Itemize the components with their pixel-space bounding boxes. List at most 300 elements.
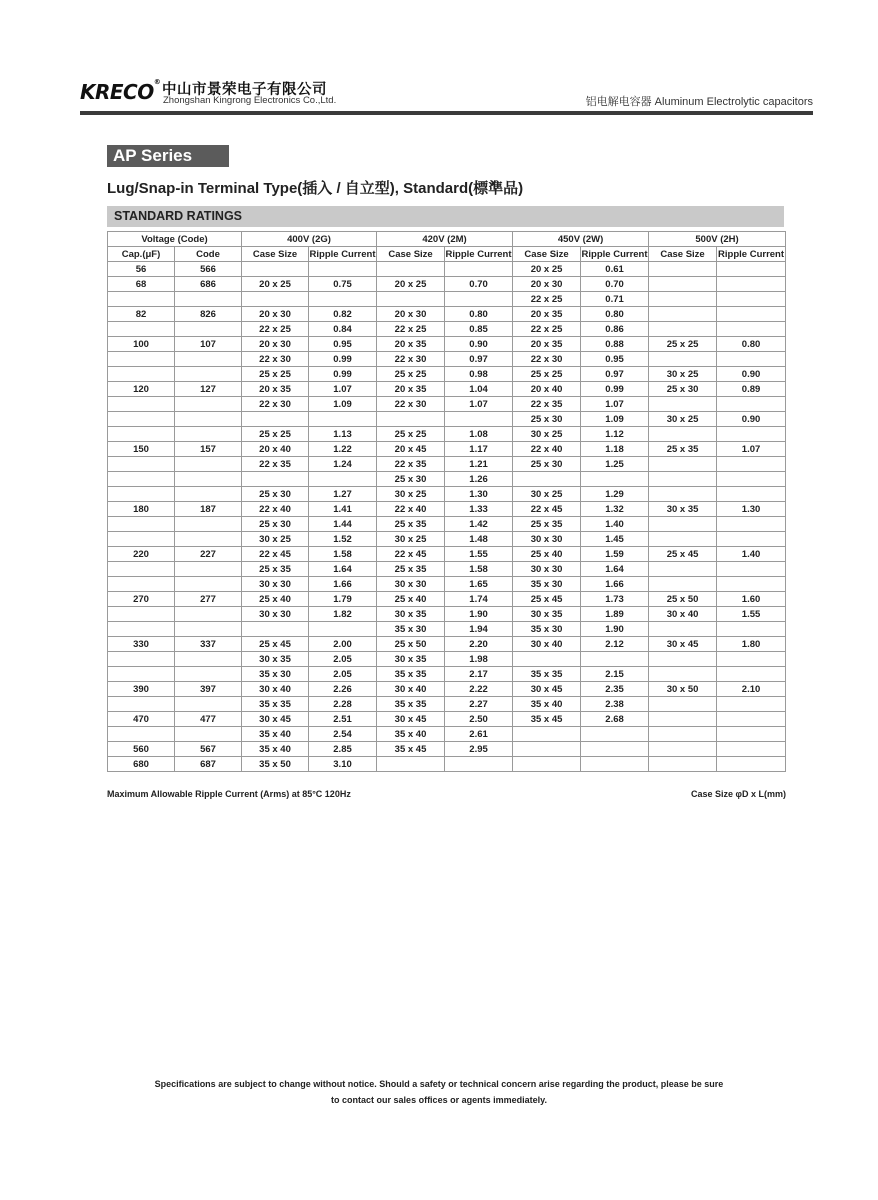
ripple-cell: 1.17 — [445, 442, 513, 457]
case-size-cell — [649, 322, 717, 337]
ripple-cell: 0.70 — [581, 277, 649, 292]
table-row — [108, 547, 786, 562]
ripple-cell — [445, 262, 513, 277]
case-size-cell: 20 x 35 — [377, 382, 445, 397]
code-cell: 826 — [175, 307, 242, 322]
table-row — [108, 472, 786, 487]
table-row — [108, 727, 786, 742]
ripple-cell: 2.20 — [445, 637, 513, 652]
cap-cell — [108, 472, 175, 487]
ripple-cell: 0.85 — [445, 322, 513, 337]
table-row — [108, 322, 786, 337]
code-cell: 187 — [175, 502, 242, 517]
ripple-cell: 0.80 — [445, 307, 513, 322]
case-size-cell — [649, 667, 717, 682]
cap-cell: 330 — [108, 637, 175, 652]
code-cell — [175, 427, 242, 442]
code-cell: 107 — [175, 337, 242, 352]
ripple-cell — [717, 532, 786, 547]
table-row — [108, 442, 786, 457]
case-size-cell: 22 x 30 — [242, 352, 309, 367]
cap-cell — [108, 607, 175, 622]
case-size-cell: 25 x 45 — [513, 592, 581, 607]
case-size-cell: 30 x 35 — [377, 607, 445, 622]
table-row — [108, 637, 786, 652]
ripple-cell — [717, 697, 786, 712]
ripple-cell: 2.28 — [309, 697, 377, 712]
code-cell — [175, 562, 242, 577]
table-row — [108, 532, 786, 547]
case-size-cell: 25 x 45 — [242, 637, 309, 652]
case-size-cell: 30 x 30 — [242, 577, 309, 592]
case-size-cell — [649, 487, 717, 502]
ripple-cell: 1.45 — [581, 532, 649, 547]
ripple-cell: 1.40 — [717, 547, 786, 562]
code-cell — [175, 532, 242, 547]
table-row — [108, 667, 786, 682]
case-size-cell — [649, 532, 717, 547]
case-size-cell — [649, 727, 717, 742]
ripple-cell: 2.50 — [445, 712, 513, 727]
case-size-cell: 20 x 45 — [377, 442, 445, 457]
code-cell — [175, 457, 242, 472]
section-title: STANDARD RATINGS — [107, 206, 784, 227]
case-size-cell — [649, 517, 717, 532]
case-size-cell: 22 x 30 — [377, 352, 445, 367]
case-size-cell: 30 x 40 — [377, 682, 445, 697]
column-header-row — [108, 247, 786, 262]
case-size-cell: 30 x 45 — [242, 712, 309, 727]
case-size-cell: 35 x 40 — [377, 727, 445, 742]
cap-cell: 82 — [108, 307, 175, 322]
ripple-cell: 2.68 — [581, 712, 649, 727]
voltage-code-header: Voltage (Code) — [108, 232, 242, 247]
ripple-cell: 1.07 — [445, 397, 513, 412]
table-row — [108, 457, 786, 472]
case-size-cell: 30 x 25 — [377, 532, 445, 547]
ripple-cell: 2.22 — [445, 682, 513, 697]
ripple-cell — [717, 472, 786, 487]
ripple-cell: 0.70 — [445, 277, 513, 292]
ripple-cell: 2.17 — [445, 667, 513, 682]
code-cell — [175, 727, 242, 742]
ripple-cell — [309, 262, 377, 277]
case-size-cell: 25 x 50 — [649, 592, 717, 607]
case-size-cell: 35 x 45 — [513, 712, 581, 727]
case-size-cell: 20 x 40 — [242, 442, 309, 457]
ripple-cell: 2.95 — [445, 742, 513, 757]
case-size-cell: 35 x 40 — [242, 727, 309, 742]
ripple-cell: 1.94 — [445, 622, 513, 637]
ripple-cell: 2.12 — [581, 637, 649, 652]
footer-line: Specifications are subject to change without notice. Should a safety or technical concern arise regarding the product, please be sure — [154, 1079, 724, 1089]
cap-cell: 560 — [108, 742, 175, 757]
ripple-cell: 1.64 — [581, 562, 649, 577]
code-cell — [175, 487, 242, 502]
ripple-cell: 1.04 — [445, 382, 513, 397]
ripple-cell: 1.07 — [309, 382, 377, 397]
case-size-cell: 20 x 30 — [377, 307, 445, 322]
case-size-cell: 30 x 30 — [377, 577, 445, 592]
case-size-cell: 22 x 25 — [513, 292, 581, 307]
ripple-cell: 1.29 — [581, 487, 649, 502]
ripple-cell: 1.48 — [445, 532, 513, 547]
ripple-cell: 0.86 — [581, 322, 649, 337]
ripple-cell: 1.55 — [445, 547, 513, 562]
code-cell — [175, 352, 242, 367]
case-size-cell — [513, 757, 581, 772]
ripple-cell: 1.65 — [445, 577, 513, 592]
table-row — [108, 712, 786, 727]
case-size-cell: 30 x 40 — [242, 682, 309, 697]
case-size-note: Case Size φD x L(mm) — [691, 789, 786, 799]
ripple-cell: 2.00 — [309, 637, 377, 652]
ripple-cell — [309, 412, 377, 427]
table-row — [108, 682, 786, 697]
ripple-cell: 2.05 — [309, 667, 377, 682]
case-size-cell — [649, 712, 717, 727]
ripple-cell: 1.07 — [717, 442, 786, 457]
cap-cell — [108, 412, 175, 427]
case-size-cell: 22 x 35 — [513, 397, 581, 412]
ripple-cell: 0.99 — [581, 382, 649, 397]
voltage-header: 400V (2G) — [242, 232, 377, 247]
case-size-cell — [649, 562, 717, 577]
case-size-cell: 20 x 30 — [242, 337, 309, 352]
table-row — [108, 277, 786, 292]
case-size-cell: 22 x 25 — [513, 322, 581, 337]
ripple-cell: 1.22 — [309, 442, 377, 457]
case-size-cell — [649, 742, 717, 757]
ripple-cell — [581, 727, 649, 742]
code-cell: 337 — [175, 637, 242, 652]
ripple-cell: 1.74 — [445, 592, 513, 607]
case-size-header: Case Size — [377, 247, 445, 262]
ripple-cell: 2.54 — [309, 727, 377, 742]
cap-cell — [108, 577, 175, 592]
cap-cell: 270 — [108, 592, 175, 607]
case-size-cell: 20 x 25 — [377, 277, 445, 292]
case-size-cell: 35 x 40 — [242, 742, 309, 757]
case-size-cell: 22 x 45 — [242, 547, 309, 562]
footer-line: to contact our sales offices or agents immediately. — [331, 1095, 547, 1105]
cap-cell — [108, 622, 175, 637]
case-size-cell: 30 x 30 — [513, 562, 581, 577]
table-row — [108, 577, 786, 592]
cap-cell — [108, 562, 175, 577]
ripple-cell: 0.71 — [581, 292, 649, 307]
ripple-cell: 1.07 — [581, 397, 649, 412]
case-size-cell: 35 x 35 — [377, 667, 445, 682]
ripple-cell: 1.66 — [309, 577, 377, 592]
ripple-cell: 1.89 — [581, 607, 649, 622]
ripple-cell: 1.58 — [309, 547, 377, 562]
ripple-cell: 2.26 — [309, 682, 377, 697]
case-size-cell — [513, 472, 581, 487]
case-size-cell: 30 x 35 — [649, 502, 717, 517]
table-row — [108, 502, 786, 517]
code-cell: 157 — [175, 442, 242, 457]
code-cell — [175, 652, 242, 667]
ripple-cell: 1.55 — [717, 607, 786, 622]
case-size-cell — [242, 292, 309, 307]
case-size-cell — [377, 262, 445, 277]
table-row — [108, 607, 786, 622]
code-cell — [175, 622, 242, 637]
ripple-cell: 1.73 — [581, 592, 649, 607]
case-size-cell: 22 x 40 — [242, 502, 309, 517]
ripple-cell: 0.97 — [581, 367, 649, 382]
ripple-cell: 1.64 — [309, 562, 377, 577]
code-cell: 687 — [175, 757, 242, 772]
table-row — [108, 757, 786, 772]
ripple-cell: 0.84 — [309, 322, 377, 337]
case-size-cell: 25 x 45 — [649, 547, 717, 562]
case-size-cell: 22 x 30 — [513, 352, 581, 367]
case-size-cell: 20 x 35 — [242, 382, 309, 397]
case-size-cell — [649, 472, 717, 487]
ripple-cell: 1.18 — [581, 442, 649, 457]
ripple-cell — [717, 292, 786, 307]
table-row — [108, 652, 786, 667]
cap-cell — [108, 652, 175, 667]
cap-cell — [108, 367, 175, 382]
ripple-cell: 0.98 — [445, 367, 513, 382]
case-size-cell: 20 x 35 — [513, 307, 581, 322]
case-size-header: Case Size — [649, 247, 717, 262]
cap-cell — [108, 352, 175, 367]
case-size-cell: 30 x 30 — [513, 532, 581, 547]
case-size-cell: 22 x 35 — [377, 457, 445, 472]
ripple-cell: 1.41 — [309, 502, 377, 517]
ripple-cell: 1.08 — [445, 427, 513, 442]
case-size-cell: 30 x 25 — [513, 487, 581, 502]
case-size-cell: 35 x 45 — [377, 742, 445, 757]
ripple-cell: 2.27 — [445, 697, 513, 712]
ripple-cell: 1.59 — [581, 547, 649, 562]
case-size-cell — [242, 472, 309, 487]
ripple-cell — [445, 757, 513, 772]
case-size-cell: 25 x 25 — [377, 367, 445, 382]
table-row — [108, 592, 786, 607]
cap-cell — [108, 697, 175, 712]
case-size-cell: 25 x 40 — [242, 592, 309, 607]
company-name-en: Zhongshan Kingrong Electronics Co.,Ltd. — [163, 95, 337, 106]
code-cell — [175, 697, 242, 712]
code-cell — [175, 607, 242, 622]
case-size-cell: 25 x 25 — [649, 337, 717, 352]
ripple-cell — [581, 472, 649, 487]
case-size-cell: 30 x 35 — [513, 607, 581, 622]
company-name-cn: 中山市景荣电子有限公司 — [162, 82, 327, 98]
case-size-cell: 25 x 30 — [513, 457, 581, 472]
code-header: Code — [175, 247, 242, 262]
code-cell — [175, 292, 242, 307]
ripple-cell — [717, 457, 786, 472]
ripple-cell: 1.98 — [445, 652, 513, 667]
case-size-cell: 25 x 30 — [513, 412, 581, 427]
case-size-cell: 25 x 50 — [377, 637, 445, 652]
case-size-cell — [649, 457, 717, 472]
ripple-cell: 1.30 — [445, 487, 513, 502]
case-size-cell: 25 x 30 — [242, 487, 309, 502]
case-size-cell — [513, 652, 581, 667]
case-size-cell — [513, 727, 581, 742]
page-header — [80, 76, 813, 116]
cap-cell: 680 — [108, 757, 175, 772]
cap-cell: 68 — [108, 277, 175, 292]
ripple-header: Ripple Current — [445, 248, 512, 260]
case-size-cell — [242, 262, 309, 277]
case-size-cell — [242, 412, 309, 427]
case-size-header: Case Size — [513, 247, 581, 262]
code-cell: 477 — [175, 712, 242, 727]
cap-cell: 180 — [108, 502, 175, 517]
ripple-cell: 1.90 — [445, 607, 513, 622]
ripple-cell: 2.51 — [309, 712, 377, 727]
ripple-cell — [717, 622, 786, 637]
case-size-cell — [649, 622, 717, 637]
table-row — [108, 367, 786, 382]
ripple-cell: 0.99 — [309, 367, 377, 382]
ripple-cell: 0.61 — [581, 262, 649, 277]
ripple-cell: 2.85 — [309, 742, 377, 757]
ripple-cell: 0.80 — [581, 307, 649, 322]
table-row — [108, 382, 786, 397]
case-size-cell: 22 x 30 — [242, 397, 309, 412]
case-size-cell: 30 x 25 — [649, 367, 717, 382]
case-size-cell — [649, 307, 717, 322]
ripple-cell: 1.40 — [581, 517, 649, 532]
ripple-cell: 1.52 — [309, 532, 377, 547]
case-size-cell: 22 x 40 — [377, 502, 445, 517]
ripple-cell: 0.90 — [717, 412, 786, 427]
voltage-header: 450V (2W) — [513, 232, 649, 247]
ripple-cell — [717, 727, 786, 742]
ripple-cell — [717, 742, 786, 757]
ripple-cell — [717, 517, 786, 532]
case-size-cell: 30 x 35 — [377, 652, 445, 667]
table-row — [108, 487, 786, 502]
code-cell — [175, 667, 242, 682]
cap-cell — [108, 292, 175, 307]
case-size-cell — [242, 622, 309, 637]
ripple-cell: 1.09 — [581, 412, 649, 427]
ripple-cell: 1.44 — [309, 517, 377, 532]
ripple-cell: 1.24 — [309, 457, 377, 472]
case-size-cell — [649, 277, 717, 292]
cap-cell — [108, 727, 175, 742]
case-size-cell — [649, 427, 717, 442]
case-size-cell — [649, 757, 717, 772]
header-divider — [80, 111, 813, 115]
ripple-cell: 1.32 — [581, 502, 649, 517]
case-size-cell: 25 x 25 — [377, 427, 445, 442]
table-row — [108, 397, 786, 412]
ripple-cell — [717, 757, 786, 772]
code-cell: 686 — [175, 277, 242, 292]
case-size-cell: 25 x 35 — [377, 517, 445, 532]
cap-cell — [108, 532, 175, 547]
case-size-cell: 30 x 25 — [513, 427, 581, 442]
case-size-cell: 20 x 30 — [513, 277, 581, 292]
case-size-cell: 25 x 30 — [377, 472, 445, 487]
cap-cell — [108, 457, 175, 472]
case-size-cell: 35 x 30 — [377, 622, 445, 637]
case-size-cell: 30 x 40 — [649, 607, 717, 622]
code-cell — [175, 517, 242, 532]
table-row — [108, 262, 786, 277]
case-size-cell: 35 x 35 — [513, 667, 581, 682]
case-size-cell — [649, 262, 717, 277]
ripple-cell: 2.10 — [717, 682, 786, 697]
case-size-cell — [377, 292, 445, 307]
ripple-cell: 1.26 — [445, 472, 513, 487]
ripple-cell — [309, 292, 377, 307]
ripple-cell: 0.90 — [717, 367, 786, 382]
ripple-cell: 0.95 — [309, 337, 377, 352]
ripple-header: Ripple Current — [309, 248, 376, 260]
ripple-cell — [717, 427, 786, 442]
ripple-cell — [717, 322, 786, 337]
cap-cell — [108, 322, 175, 337]
cap-header: Cap.(μF) — [108, 247, 175, 262]
cap-cell: 470 — [108, 712, 175, 727]
table-row — [108, 742, 786, 757]
cap-cell: 100 — [108, 337, 175, 352]
case-size-cell: 25 x 35 — [513, 517, 581, 532]
case-size-cell: 25 x 30 — [649, 382, 717, 397]
case-size-cell: 30 x 45 — [513, 682, 581, 697]
ripple-cell: 2.61 — [445, 727, 513, 742]
ripple-cell: 0.82 — [309, 307, 377, 322]
ripple-cell: 1.82 — [309, 607, 377, 622]
ripple-cell: 2.15 — [581, 667, 649, 682]
ripple-cell: 1.60 — [717, 592, 786, 607]
ripple-cell: 1.30 — [717, 502, 786, 517]
case-size-cell: 25 x 25 — [242, 427, 309, 442]
cap-cell: 390 — [108, 682, 175, 697]
case-size-cell: 20 x 25 — [513, 262, 581, 277]
ripple-cell: 1.09 — [309, 397, 377, 412]
case-size-cell: 25 x 25 — [242, 367, 309, 382]
ripple-cell: 1.27 — [309, 487, 377, 502]
ripple-cell — [717, 577, 786, 592]
cap-cell — [108, 667, 175, 682]
ripple-cell: 0.80 — [717, 337, 786, 352]
code-cell — [175, 412, 242, 427]
cap-cell — [108, 427, 175, 442]
ripple-cell — [717, 262, 786, 277]
series-title: AP Series — [107, 145, 229, 167]
ripple-cell — [717, 352, 786, 367]
cap-cell — [108, 517, 175, 532]
case-size-cell: 35 x 35 — [242, 697, 309, 712]
table-row — [108, 562, 786, 577]
ripple-cell: 1.58 — [445, 562, 513, 577]
case-size-cell: 22 x 25 — [242, 322, 309, 337]
ripple-cell: 0.97 — [445, 352, 513, 367]
code-cell: 567 — [175, 742, 242, 757]
ripple-cell: 1.80 — [717, 637, 786, 652]
table-row — [108, 337, 786, 352]
case-size-header: Case Size — [242, 247, 309, 262]
code-cell: 227 — [175, 547, 242, 562]
table-row — [108, 427, 786, 442]
case-size-cell — [377, 412, 445, 427]
ripple-cell — [717, 397, 786, 412]
case-size-cell — [649, 652, 717, 667]
